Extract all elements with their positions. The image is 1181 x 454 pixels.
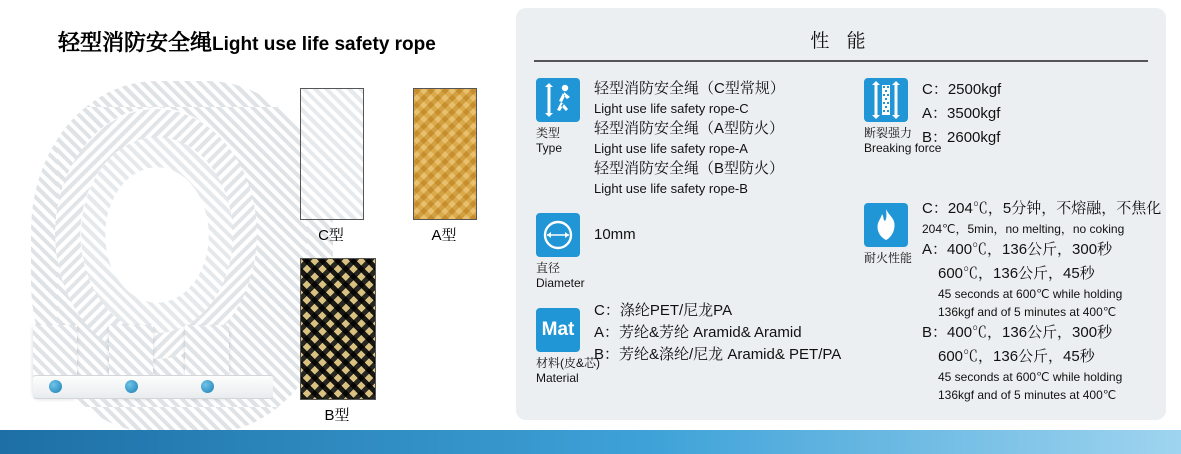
spec-breaking-force-caption-en: Breaking force [864, 141, 942, 155]
fire-line: 45 seconds at 600℃ while holding [938, 287, 1123, 302]
spec-type-values [594, 78, 785, 198]
circle-diameter-icon [536, 213, 580, 257]
fire-line: 600℃，136公斤，45秒 [938, 348, 1095, 366]
spec-fire-resistance-values [922, 197, 1161, 404]
spec-breaking-force-values [922, 78, 1001, 150]
spec-diameter-caption-en: Diameter [536, 276, 585, 290]
page-title-cn: 轻型消防安全绳 [58, 30, 213, 55]
fire-line: 136kgf and of 5 minutes at 400℃ [938, 304, 1117, 319]
rope-sample-c-label: C型 [318, 227, 344, 244]
fire-line: B：400℃，136公斤，300秒 [922, 324, 1113, 342]
spec-type-caption-cn: 类型 [536, 126, 561, 140]
rope-sample-b-label: B型 [324, 407, 350, 424]
spec-diameter-caption [536, 261, 656, 291]
breaking-force-value: A：3500kgf [922, 105, 1001, 122]
rope-sample-b-texture [301, 259, 375, 399]
page-title-en: Light use life safety rope [212, 34, 436, 55]
spec-material-values [594, 300, 841, 365]
fire-line: C：204℃，5分钟，不熔融，不焦化 [922, 200, 1162, 217]
spec-type-item-cn: 轻型消防安全绳（B型防火） [594, 159, 785, 177]
spec-type-item-cn: 轻型消防安全绳（C型常规） [594, 80, 785, 97]
spec-type-item-en: Light use life safety rope-A [594, 140, 748, 156]
material-item: B：芳纶&涤纶/尼龙 Aramid& PET/PA [594, 345, 842, 363]
brand-dot-icon [49, 380, 62, 393]
rope-sample-b [300, 258, 376, 400]
tension-arrows-icon [864, 78, 908, 122]
spec-material-caption-en: Material [536, 371, 579, 385]
spec-diameter-caption-cn: 直径 [536, 261, 561, 275]
rope-sample-c-texture [301, 89, 363, 219]
breaking-force-value: C：2500kgf [922, 81, 1002, 98]
rope-sample-c [300, 88, 364, 220]
fire-line: 600℃，136公斤，45秒 [938, 265, 1095, 283]
spec-fire-resistance-caption-cn: 耐火性能 [864, 251, 913, 265]
material-item: C：涤纶PET/尼龙PA [594, 302, 733, 319]
rope-label-band [33, 375, 273, 399]
rope-tails [31, 325, 281, 405]
spec-breaking-force-caption-cn: 断裂强力 [864, 126, 913, 140]
person-falling-arrows-icon [536, 78, 580, 122]
spec-material-caption-cn: 材料(皮&芯) [536, 356, 600, 370]
brand-dot-icon [125, 380, 138, 393]
spec-type-item-en: Light use life safety rope-B [594, 180, 748, 196]
performance-heading: 性 能 [810, 31, 872, 52]
heading-divider [534, 60, 1148, 62]
brand-dot-icon [201, 380, 214, 393]
spec-diameter-value-wrap [594, 223, 636, 247]
rope-sample-a [413, 88, 477, 220]
spec-type-item-cn: 轻型消防安全绳（A型防火） [594, 119, 785, 137]
fire-line: A：400℃，136公斤，300秒 [922, 241, 1113, 259]
footer-gradient-bar [0, 430, 1181, 454]
spec-type-caption-en: Type [536, 141, 563, 155]
rope-sample-a-texture [414, 89, 476, 219]
rope-product-image [25, 75, 290, 405]
mat-icon [536, 308, 580, 352]
flame-icon [864, 203, 908, 247]
rope-loop-inner [81, 137, 233, 333]
rope-sample-a-label: A型 [431, 227, 457, 244]
spec-type-item-en: Light use life safety rope-C [594, 100, 749, 116]
breaking-force-value: B：2600kgf [922, 129, 1001, 146]
material-item: A：芳纶&芳纶 Aramid& Aramid [594, 323, 802, 341]
mat-icon-text: Mat [541, 319, 575, 340]
fire-line: 204℃，5min，no melting，no coking [922, 222, 1125, 236]
fire-line: 45 seconds at 600℃ while holding [938, 370, 1123, 385]
left-product-panel [0, 0, 510, 430]
performance-panel [516, 8, 1166, 420]
page-title [58, 26, 478, 57]
fire-line: 136kgf and of 5 minutes at 400℃ [938, 387, 1117, 402]
diameter-value: 10mm [594, 226, 636, 243]
